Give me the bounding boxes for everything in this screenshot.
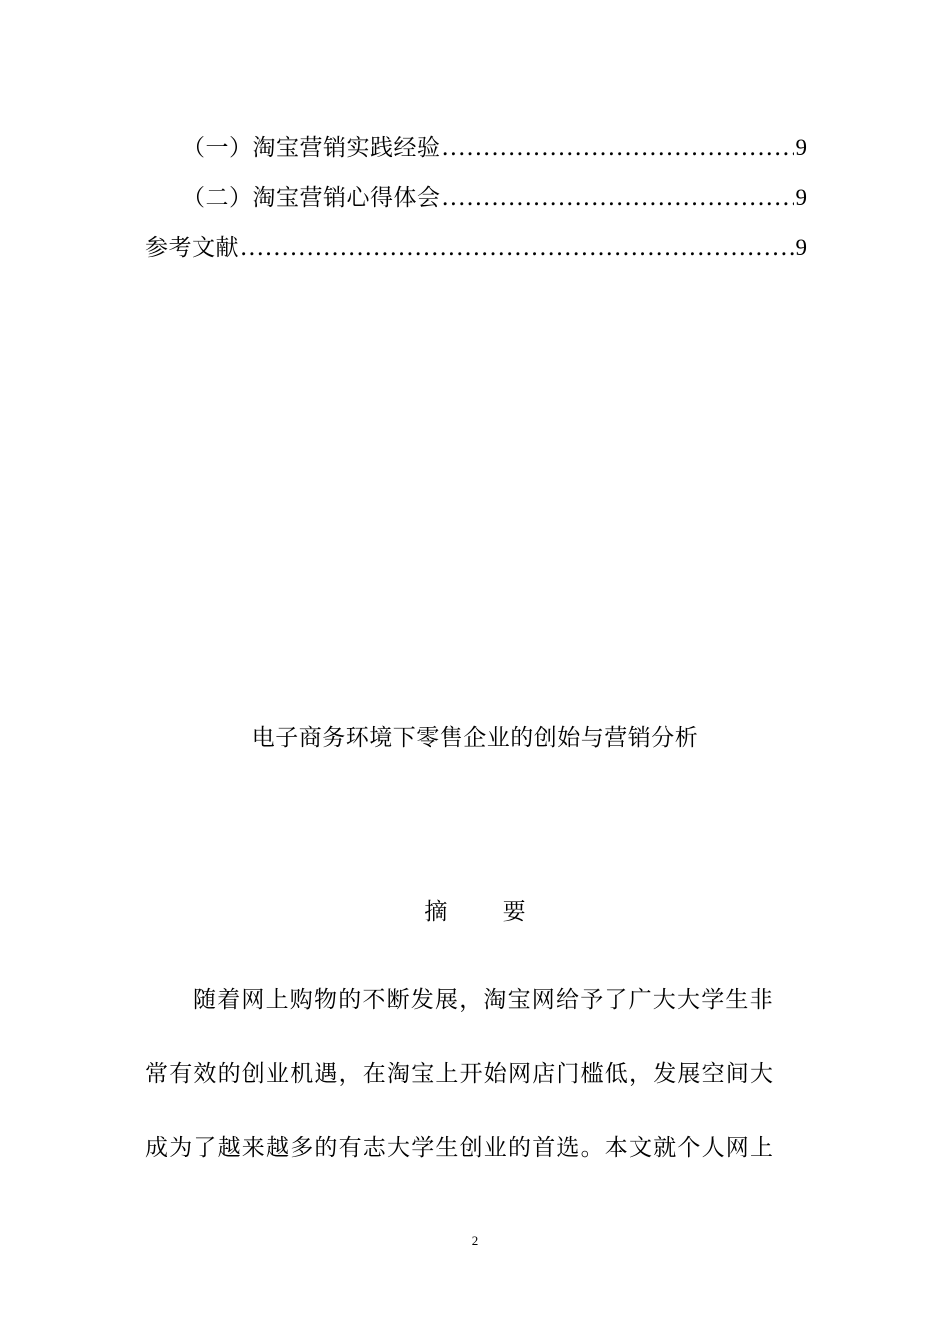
toc-dot-leader bbox=[442, 183, 794, 213]
toc-entry-title: （二）淘宝营销心得体会 bbox=[182, 185, 441, 211]
toc-dot-leader bbox=[442, 133, 794, 163]
abstract-line: 随着网上购物的不断发展，淘宝网给予了广大大学生非 bbox=[193, 987, 774, 1013]
toc-entry-page: 9 bbox=[795, 235, 807, 260]
abstract-line: 常有效的创业机遇，在淘宝上开始网店门槛低，发展空间大 bbox=[145, 1061, 775, 1087]
document-title: 电子商务环境下零售企业的创始与营销分析 bbox=[251, 725, 699, 751]
toc-entry-page: 9 bbox=[795, 135, 807, 160]
toc-entry-title: （一）淘宝营销实践经验 bbox=[182, 135, 441, 161]
toc-entry[interactable] bbox=[182, 183, 807, 213]
abstract-heading: 摘 要 bbox=[424, 899, 526, 925]
toc-entry[interactable] bbox=[145, 233, 807, 263]
toc-entry[interactable] bbox=[182, 133, 807, 163]
toc-dot-leader bbox=[240, 233, 794, 263]
page-number: 2 bbox=[471, 1233, 479, 1248]
toc-entry-page: 9 bbox=[795, 185, 807, 210]
toc-entry-title: 参考文献 bbox=[145, 235, 239, 261]
abstract-line: 成为了越来越多的有志大学生创业的首选。本文就个人网上 bbox=[145, 1135, 775, 1161]
